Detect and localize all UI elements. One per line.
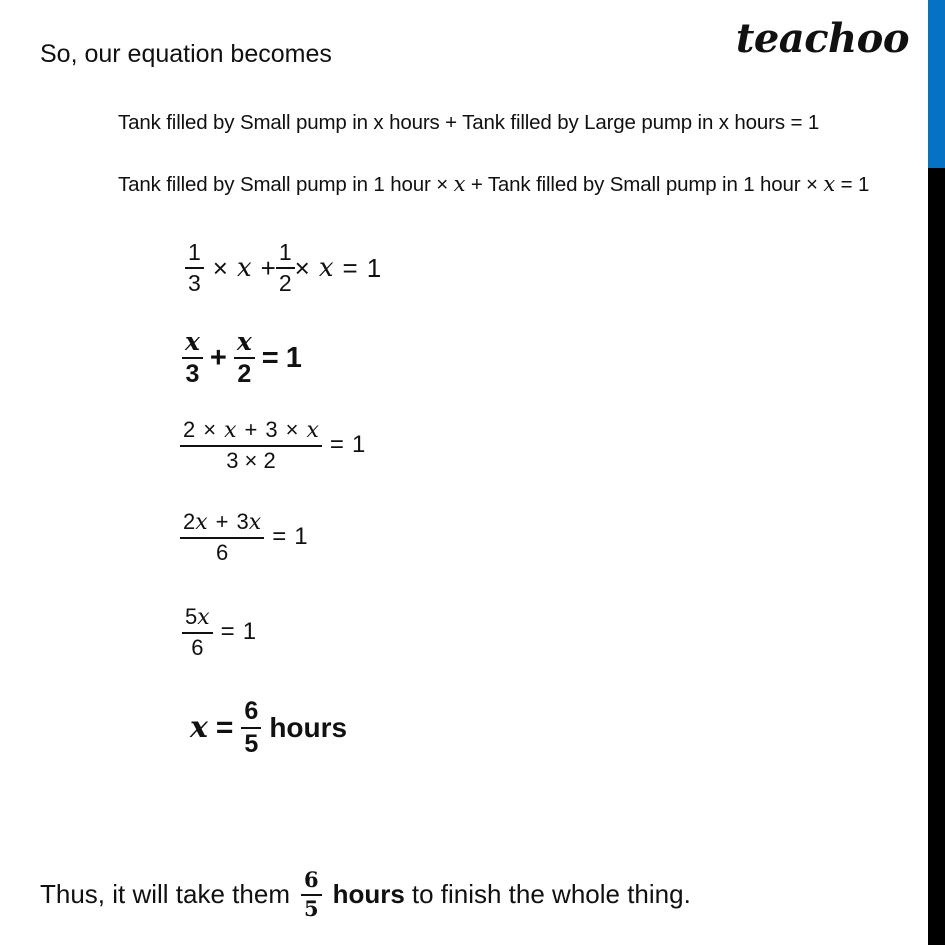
fraction-bar: [180, 445, 322, 447]
equation-5-equals: =: [220, 618, 235, 646]
equation-3: [180, 418, 365, 473]
equation-1-times-1: ×: [212, 252, 228, 283]
equation-3-num-plus: +: [244, 417, 258, 442]
equation-1-variable-2: x: [318, 252, 334, 283]
statement-line-2-part-c: = 1: [835, 173, 870, 196]
equation-4: [180, 510, 308, 565]
equation-1-fraction-2-denominator: 2: [278, 269, 292, 296]
conclusion-sentence: [40, 869, 691, 920]
equation-2-fraction-2-numerator: x: [236, 327, 252, 356]
equation-2: [182, 328, 302, 388]
conclusion-before-text: Thus, it will take them: [40, 879, 290, 910]
statement-line-1: Tank filled by Small pump in x hours + Tank filled by Large pump in x hours = 1: [118, 111, 820, 134]
conclusion-after-text: to finish the whole thing.: [411, 879, 691, 910]
page-heading: So, our equation becomes: [40, 40, 332, 68]
equation-1-equals: =: [342, 252, 358, 283]
equation-4-num-b: 3: [236, 509, 249, 534]
equation-4-denominator: 6: [215, 539, 229, 565]
fraction-bar: [182, 632, 213, 634]
statement-line-2-var-2: x: [823, 172, 836, 196]
equation-6-unit: hours: [269, 712, 348, 743]
equation-3-numerator: [180, 418, 322, 443]
equation-5-rhs: 1: [242, 618, 257, 646]
equation-3-num-b: 3: [265, 417, 278, 442]
equation-1-fraction-1: [185, 240, 204, 296]
equation-1-fraction-2-numerator: 1: [278, 239, 292, 265]
statement-line-2-part-b: + Tank filled by Small pump in 1 hour ×: [465, 173, 824, 196]
equation-2-equals: =: [261, 341, 279, 374]
equation-1-fraction-2: [276, 240, 295, 296]
equation-2-plus: +: [209, 341, 227, 374]
equation-4-fraction: [180, 510, 264, 565]
equation-5-num-a: 5: [185, 604, 198, 629]
equation-2-fraction-2: [234, 328, 255, 388]
equation-5-num-var: x: [197, 605, 210, 630]
fraction-bar: [185, 267, 204, 269]
fraction-bar: [234, 357, 255, 359]
equation-2-fraction-2-denominator: 2: [237, 360, 252, 388]
equation-4-equals: =: [272, 523, 287, 551]
fraction-bar: [182, 357, 203, 359]
statement-line-2-part-a: Tank filled by Small pump in 1 hour ×: [118, 173, 454, 196]
equation-6-fraction: [241, 698, 261, 758]
fraction-bar: [276, 267, 295, 269]
equation-3-num-a: 2: [183, 417, 196, 442]
equation-6-fraction-numerator: 6: [244, 697, 259, 725]
equation-1: [185, 240, 381, 296]
equation-1-fraction-1-numerator: 1: [188, 239, 201, 265]
conclusion-fraction: [301, 869, 322, 920]
fraction-bar: [241, 727, 261, 729]
equation-1-variable-1: x: [236, 252, 252, 283]
equation-1-plus: +: [260, 252, 276, 283]
conclusion-fraction-denominator: 5: [303, 895, 319, 921]
equation-3-num-times-2: ×: [285, 417, 299, 442]
equation-5-numerator: [182, 605, 213, 630]
equation-4-rhs: 1: [294, 523, 308, 551]
equation-4-num-a: 2: [183, 509, 196, 534]
equation-2-fraction-1-numerator: x: [185, 327, 200, 356]
equation-3-num-var-1: x: [224, 418, 237, 443]
equation-5-fraction: [182, 605, 213, 660]
equation-3-equals: =: [329, 431, 344, 459]
equation-2-fraction-1: [182, 328, 203, 388]
equation-6-lhs-variable: x: [190, 710, 208, 745]
equation-1-fraction-1-denominator: 3: [188, 269, 201, 296]
equation-6-equals: =: [215, 711, 234, 744]
equation-6-fraction-denominator: 5: [244, 730, 259, 758]
equation-1-rhs: 1: [366, 252, 382, 283]
equation-4-numerator: [180, 510, 264, 535]
equation-3-num-var-2: x: [306, 418, 319, 443]
equation-4-num-var-1: x: [195, 510, 208, 535]
fraction-bar: [180, 537, 264, 539]
equation-4-num-plus: +: [215, 509, 229, 534]
equation-3-denominator: 3 × 2: [226, 447, 276, 473]
equation-3-fraction: [180, 418, 322, 473]
conclusion-bold-word: hours: [332, 879, 405, 910]
teachoo-logo: teachoo: [735, 15, 909, 62]
equation-5-denominator: 6: [191, 634, 204, 660]
equation-3-rhs: 1: [351, 431, 366, 459]
equation-1-times-2: ×: [294, 252, 310, 283]
statement-line-2: [118, 172, 869, 197]
equation-2-rhs: 1: [285, 341, 302, 374]
equation-5: [182, 605, 256, 660]
equation-3-num-times-1: ×: [203, 417, 217, 442]
equation-6-final-answer: [190, 698, 347, 758]
equation-4-num-var-2: x: [248, 510, 262, 535]
statement-line-2-var-1: x: [453, 172, 466, 196]
conclusion-fraction-numerator: 6: [303, 867, 319, 892]
equation-2-fraction-1-denominator: 3: [185, 360, 200, 388]
blue-accent-bar: [928, 0, 945, 168]
black-accent-bar: [928, 168, 945, 945]
